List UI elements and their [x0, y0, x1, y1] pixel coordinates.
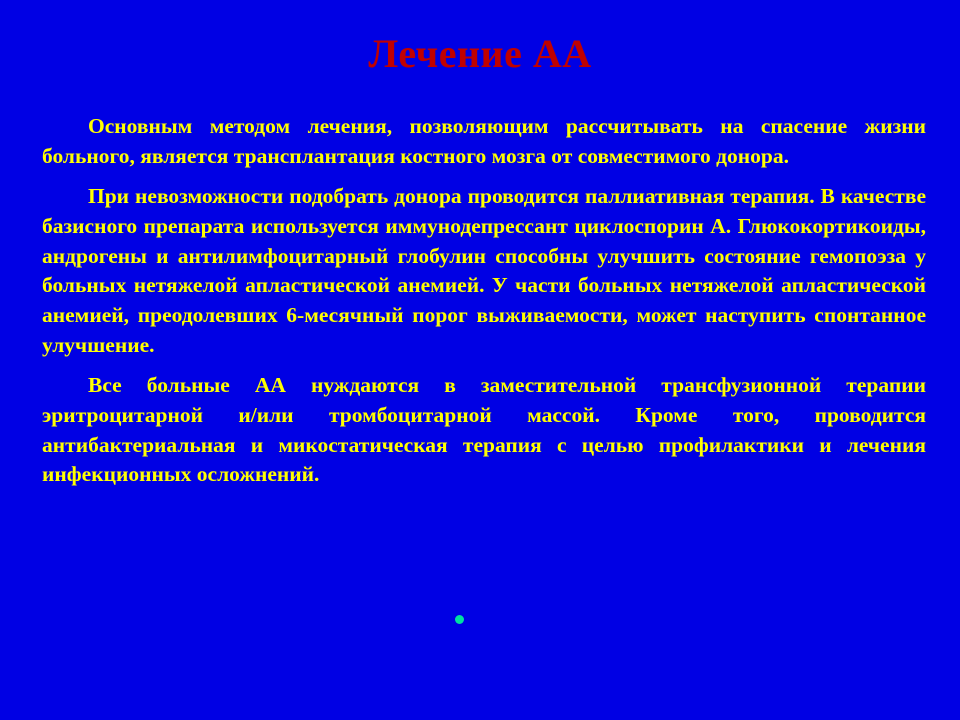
- paragraph-3-text: Все больные АА нуждаются в заместительной трансфузионной терапии эритроцитарной и/или тромбоцитарной массой. Кроме того, проводится антибактериальная и микостатическая терапия с целью профилактики и лечения инфекционных осложнений.: [42, 373, 926, 487]
- paragraph-2: [42, 182, 926, 360]
- paragraph-1: [42, 112, 926, 171]
- paragraph-3: [42, 371, 926, 490]
- slide-body: [42, 112, 926, 493]
- list-item: [455, 615, 468, 624]
- paragraph-2-text: При невозможности подобрать донора проводится паллиативная терапия. В качестве базисного препарата используется иммунодепрессант циклоспорин А. Глюкокортикоиды, андрогены и антилимфоцитарный глобулин способны улучшить состояние гемопоэза у больных нетяжелой апластической анемией. У части больных нетяжелой апластической анемией, преодолевших 6-месячный порог выживаемости, может наступить спонтанное улучшение.: [42, 184, 926, 357]
- paragraph-1-text: Основным методом лечения, позволяющим рассчитывать на спасение жизни больного, является трансплантация костного мозга от совместимого донора.: [42, 114, 926, 168]
- page-title: Лечение АА: [368, 31, 592, 76]
- bullet-dot-icon: [455, 615, 464, 624]
